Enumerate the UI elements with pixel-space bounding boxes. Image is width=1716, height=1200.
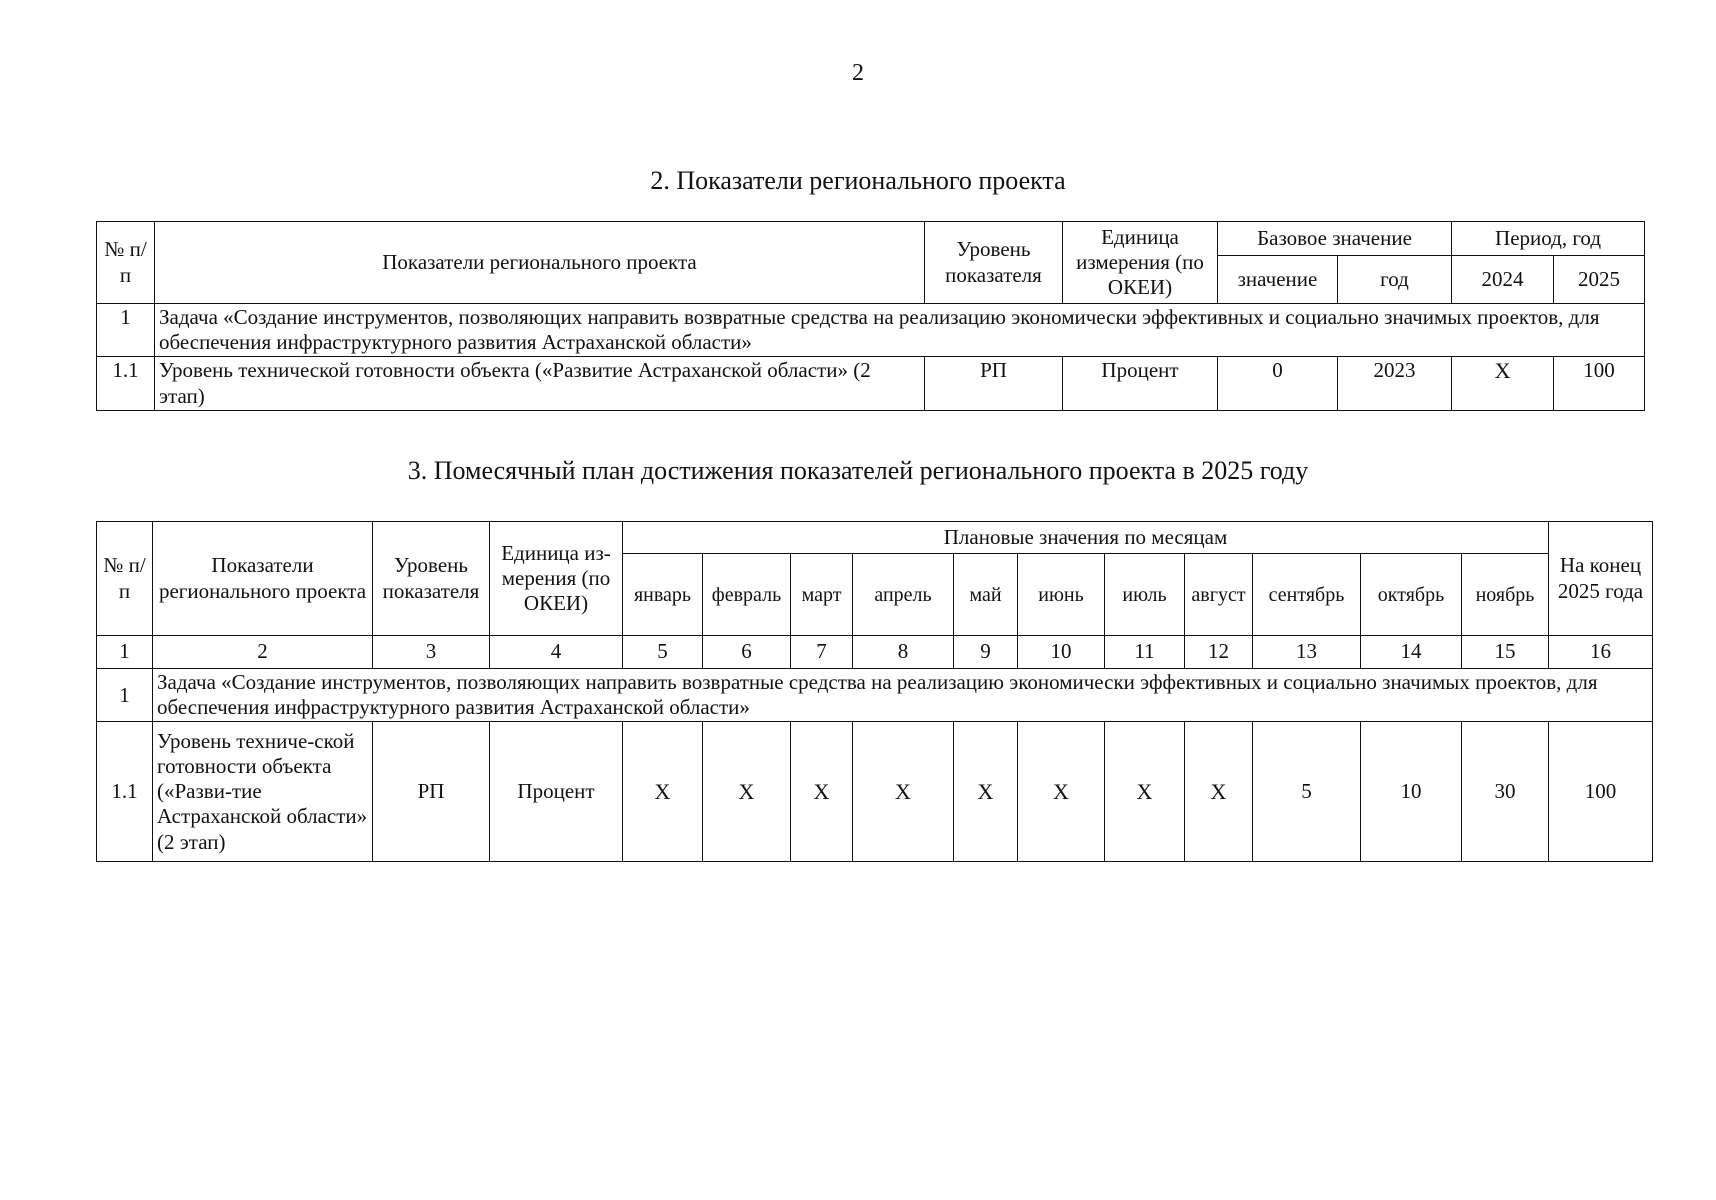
col-number: 11: [1105, 636, 1185, 669]
row-indicator: Уровень технической готовности объекта («Развитие Астраханской области» (2 этап): [155, 357, 925, 410]
col-number: 6: [703, 636, 791, 669]
header-2025: 2025: [1554, 256, 1645, 304]
section-2-title: 2. Показатели регионального проекта: [650, 166, 1066, 195]
month-header: июль: [1105, 554, 1185, 636]
col-number: 3: [373, 636, 490, 669]
row-level: РП: [373, 722, 490, 862]
page-number: 2: [852, 60, 864, 86]
task-text: Задача «Создание инструментов, позволяющих направить возвратные средства на реализацию экономически эффективных и социально значимых проектов, для обеспечения инфраструктурного развития Астраханской области»: [153, 669, 1653, 722]
header-unit: Единица из-мерения (по ОКЕИ): [490, 522, 623, 636]
task-num: 1: [97, 304, 155, 357]
indicators-table: [96, 221, 1645, 411]
month-value: Х: [623, 722, 703, 862]
row-num: 1.1: [97, 722, 153, 862]
month-value: Х: [1185, 722, 1253, 862]
col-number: 2: [153, 636, 373, 669]
month-header: сентябрь: [1253, 554, 1361, 636]
task-row: [97, 304, 1645, 357]
row-base-year: 2023: [1338, 357, 1452, 410]
header-base-value: значение: [1218, 256, 1338, 304]
month-value: 30: [1462, 722, 1549, 862]
header-indicator: Показатели регионального проекта: [155, 222, 925, 304]
month-value: 5: [1253, 722, 1361, 862]
task-num: 1: [97, 669, 153, 722]
row-unit: Процент: [1063, 357, 1218, 410]
header-unit: Единица измерения (по ОКЕИ): [1063, 222, 1218, 304]
row-2025: 100: [1554, 357, 1645, 410]
row-level: РП: [925, 357, 1063, 410]
task-text: Задача «Создание инструментов, позволяющих направить возвратные средства на реализацию экономически эффективных и социально значимых проектов, для обеспечения инфраструктурного развития Астраханской области»: [155, 304, 1645, 357]
month-header: май: [954, 554, 1018, 636]
row-2024: Х: [1452, 357, 1554, 410]
col-number: 7: [791, 636, 853, 669]
row-num: 1.1: [97, 357, 155, 410]
month-header: февраль: [703, 554, 791, 636]
header-end: На конец 2025 года: [1549, 522, 1653, 636]
col-number: 10: [1018, 636, 1105, 669]
column-numbers-row: [97, 636, 1653, 669]
table-row: [97, 722, 1653, 862]
end-value: 100: [1549, 722, 1653, 862]
month-header: ноябрь: [1462, 554, 1549, 636]
month-value: Х: [954, 722, 1018, 862]
row-base-value: 0: [1218, 357, 1338, 410]
header-num: № п/п: [97, 222, 155, 304]
col-number: 12: [1185, 636, 1253, 669]
month-header: июнь: [1018, 554, 1105, 636]
col-number: 5: [623, 636, 703, 669]
col-number: 13: [1253, 636, 1361, 669]
month-header: октябрь: [1361, 554, 1462, 636]
month-value: 10: [1361, 722, 1462, 862]
header-plan: Плановые значения по месяцам: [623, 522, 1549, 554]
header-period: Период, год: [1452, 222, 1645, 256]
table-row: [97, 357, 1645, 410]
header-num: № п/п: [97, 522, 153, 636]
task-row: [97, 669, 1653, 722]
col-number: 14: [1361, 636, 1462, 669]
col-number: 1: [97, 636, 153, 669]
month-value: Х: [1018, 722, 1105, 862]
header-2024: 2024: [1452, 256, 1554, 304]
header-indicator: Показатели регионального проекта: [153, 522, 373, 636]
col-number: 4: [490, 636, 623, 669]
col-number: 15: [1462, 636, 1549, 669]
month-header: апрель: [853, 554, 954, 636]
month-header: январь: [623, 554, 703, 636]
row-unit: Процент: [490, 722, 623, 862]
month-value: Х: [853, 722, 954, 862]
header-level: Уровень показателя: [373, 522, 490, 636]
header-base-year: год: [1338, 256, 1452, 304]
month-header: август: [1185, 554, 1253, 636]
col-number: 8: [853, 636, 954, 669]
month-value: Х: [703, 722, 791, 862]
month-value: Х: [1105, 722, 1185, 862]
month-header: март: [791, 554, 853, 636]
col-number: 9: [954, 636, 1018, 669]
header-base: Базовое значение: [1218, 222, 1452, 256]
monthly-plan-table: [96, 521, 1653, 862]
month-value: Х: [791, 722, 853, 862]
col-number: 16: [1549, 636, 1653, 669]
row-indicator: Уровень техниче-ской готовности объекта («Разви-тие Астраханской области» (2 этап): [153, 722, 373, 862]
header-level: Уровень показателя: [925, 222, 1063, 304]
section-3-title: 3. Помесячный план достижения показателей регионального проекта в 2025 году: [407, 456, 1309, 485]
